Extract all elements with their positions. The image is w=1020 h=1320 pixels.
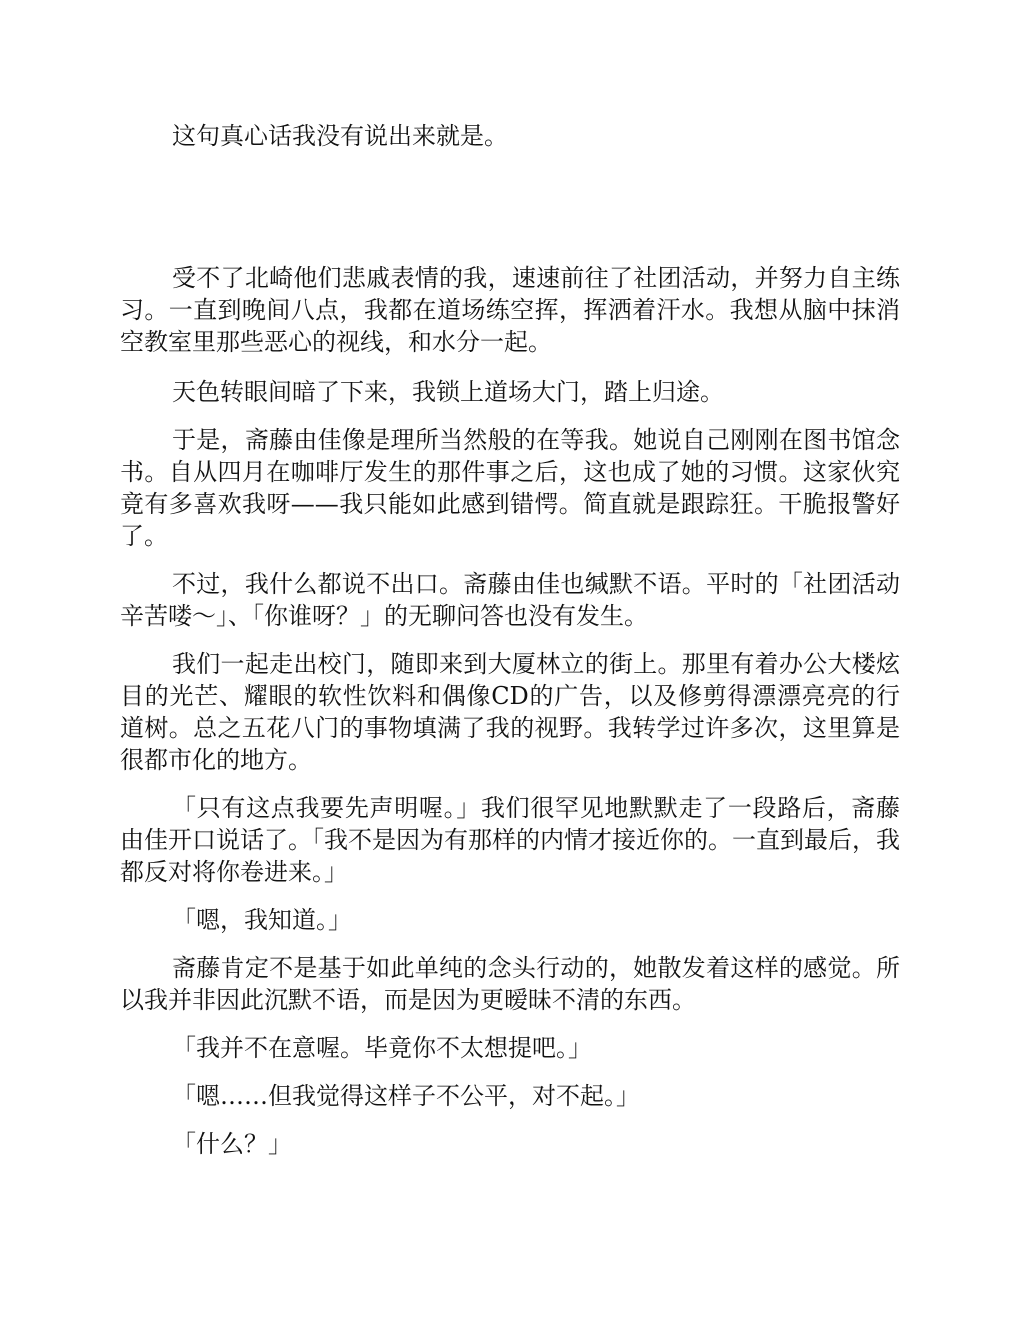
paragraph: 这句真心话我没有说出来就是。 <box>172 122 508 150</box>
paragraph: 「嗯，我知道。」 <box>172 906 352 934</box>
paragraph: 斋藤肯定不是基于如此单纯的念头行动的，她散发着这样的感觉。所以我并非因此沉默不语，而是因为更暧昧不清的东西。 <box>120 954 900 1014</box>
paragraph: 受不了北崎他们悲戚表情的我，速速前往了社团活动，并努力自主练习。一直到晚间八点，我都在道场练空挥，挥洒着汗水。我想从脑中抹消空教室里那些恶心的视线，和水分一起。 <box>120 264 900 356</box>
paragraph: 「只有这点我要先声明喔。」我们很罕见地默默走了一段路后，斋藤由佳开口说话了。「我不是因为有那样的内情才接近你的。一直到最后，我都反对将你卷进来。」 <box>120 794 900 886</box>
paragraph: 不过，我什么都说不出口。斋藤由佳也缄默不语。平时的「社团活动辛苦喽～」、「你谁呀？」的无聊问答也没有发生。 <box>120 570 900 630</box>
paragraph: 于是，斋藤由佳像是理所当然般的在等我。她说自己刚刚在图书馆念书。自从四月在咖啡厅发生的那件事之后，这也成了她的习惯。这家伙究竟有多喜欢我呀——我只能如此感到错愕。简直就是跟踪狂。干脆报警好了。 <box>120 426 900 550</box>
paragraph: 「什么？」 <box>172 1130 292 1158</box>
paragraph: 我们一起走出校门，随即来到大厦林立的街上。那里有着办公大楼炫目的光芒、耀眼的软性饮料和偶像CD的广告，以及修剪得漂漂亮亮的行道树。总之五花八门的事物填满了我的视野。我转学过许多次，这里算是很都市化的地方。 <box>120 650 900 774</box>
paragraph: 「嗯……但我觉得这样子不公平，对不起。」 <box>172 1082 640 1110</box>
paragraph: 天色转眼间暗了下来，我锁上道场大门，踏上归途。 <box>172 378 724 406</box>
paragraph: 「我并不在意喔。毕竟你不太想提吧。」 <box>172 1034 592 1062</box>
